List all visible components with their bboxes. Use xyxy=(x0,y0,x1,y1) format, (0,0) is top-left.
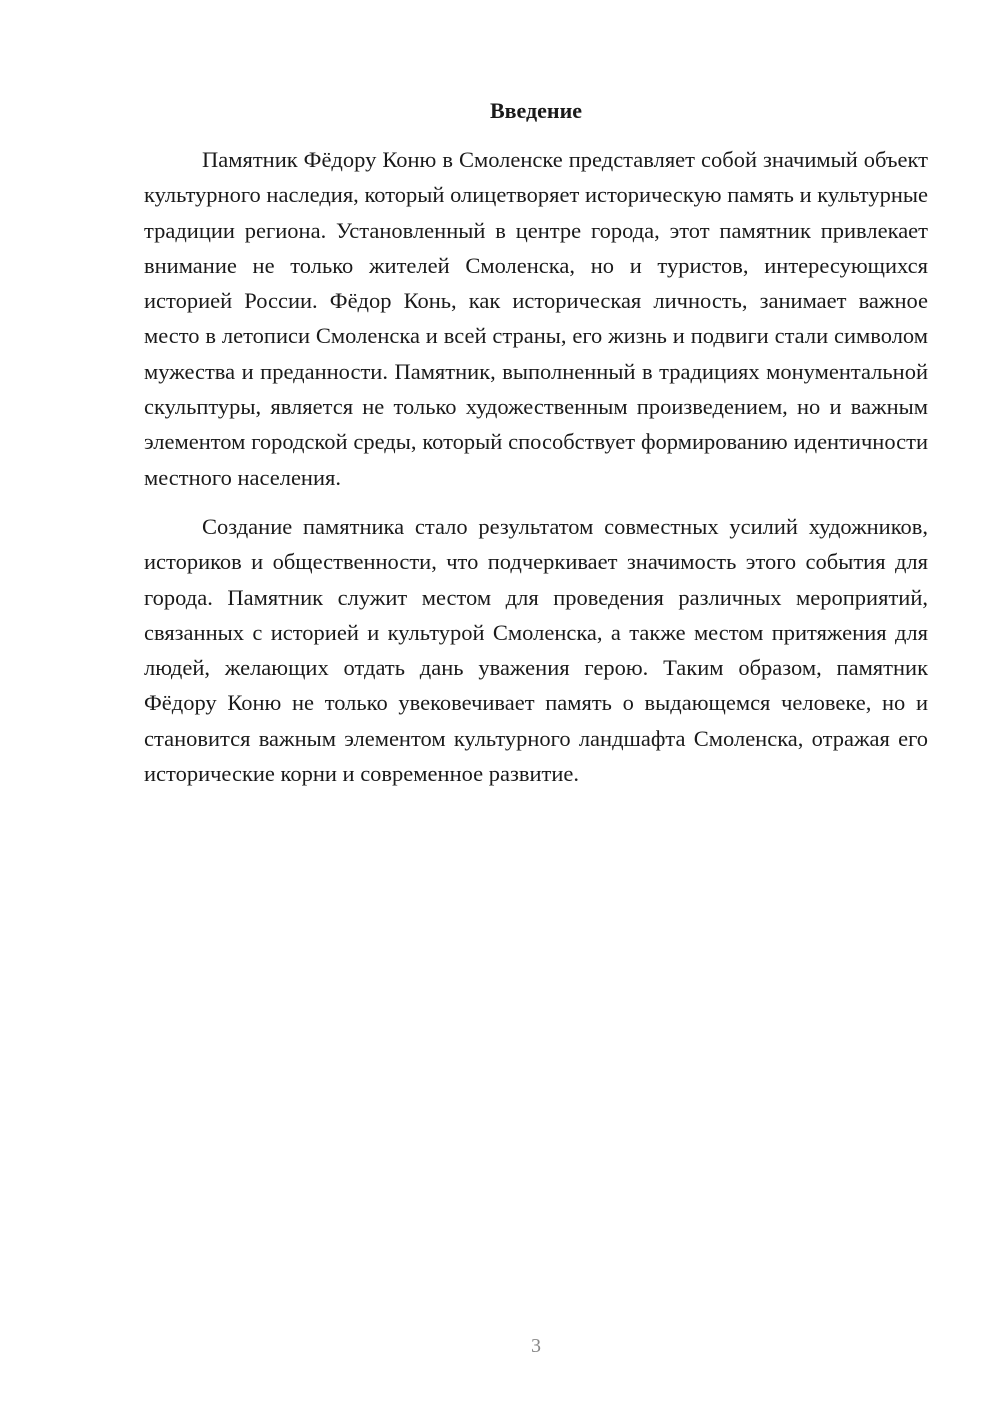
paragraph-2: Создание памятника стало результатом совместных усилий художников, историков и общественности, что подчеркивает значимость этого события для города. Памятник служит местом для проведения различных мероприятий, связанных с историей и культурой Смоленска, а также местом притяжения для людей, желающих отдать дань уважения герою. Таким образом, памятник Фёдору Коню не только увековечивает память о выдающемся человеке, но и становится важным элементом культурного ландшафта Смоленска, отражая его исторические корни и современное развитие. xyxy=(144,513,928,787)
paragraph-1: Памятник Фёдору Коню в Смоленске представляет собой значимый объект культурного наследия, который олицетворяет историческую память и культурные традиции региона. Установленный в центре города, этот памятник привлекает внимание не только жителей Смоленска, но и туристов, интересующихся историей России. Фёдор Конь, как историческая личность, занимает важное место в летописи Смоленска и всей страны, его жизнь и подвиги стали символом мужества и преданности. Памятник, выполненный в традициях монументальной скульптуры, является не только художественным произведением, но и важным элементом городской среды, который способствует формированию идентичности местного населения. xyxy=(144,147,928,490)
section-heading: Введение xyxy=(489,98,583,123)
page-number: 3 xyxy=(531,1335,541,1357)
body-text xyxy=(144,142,928,791)
